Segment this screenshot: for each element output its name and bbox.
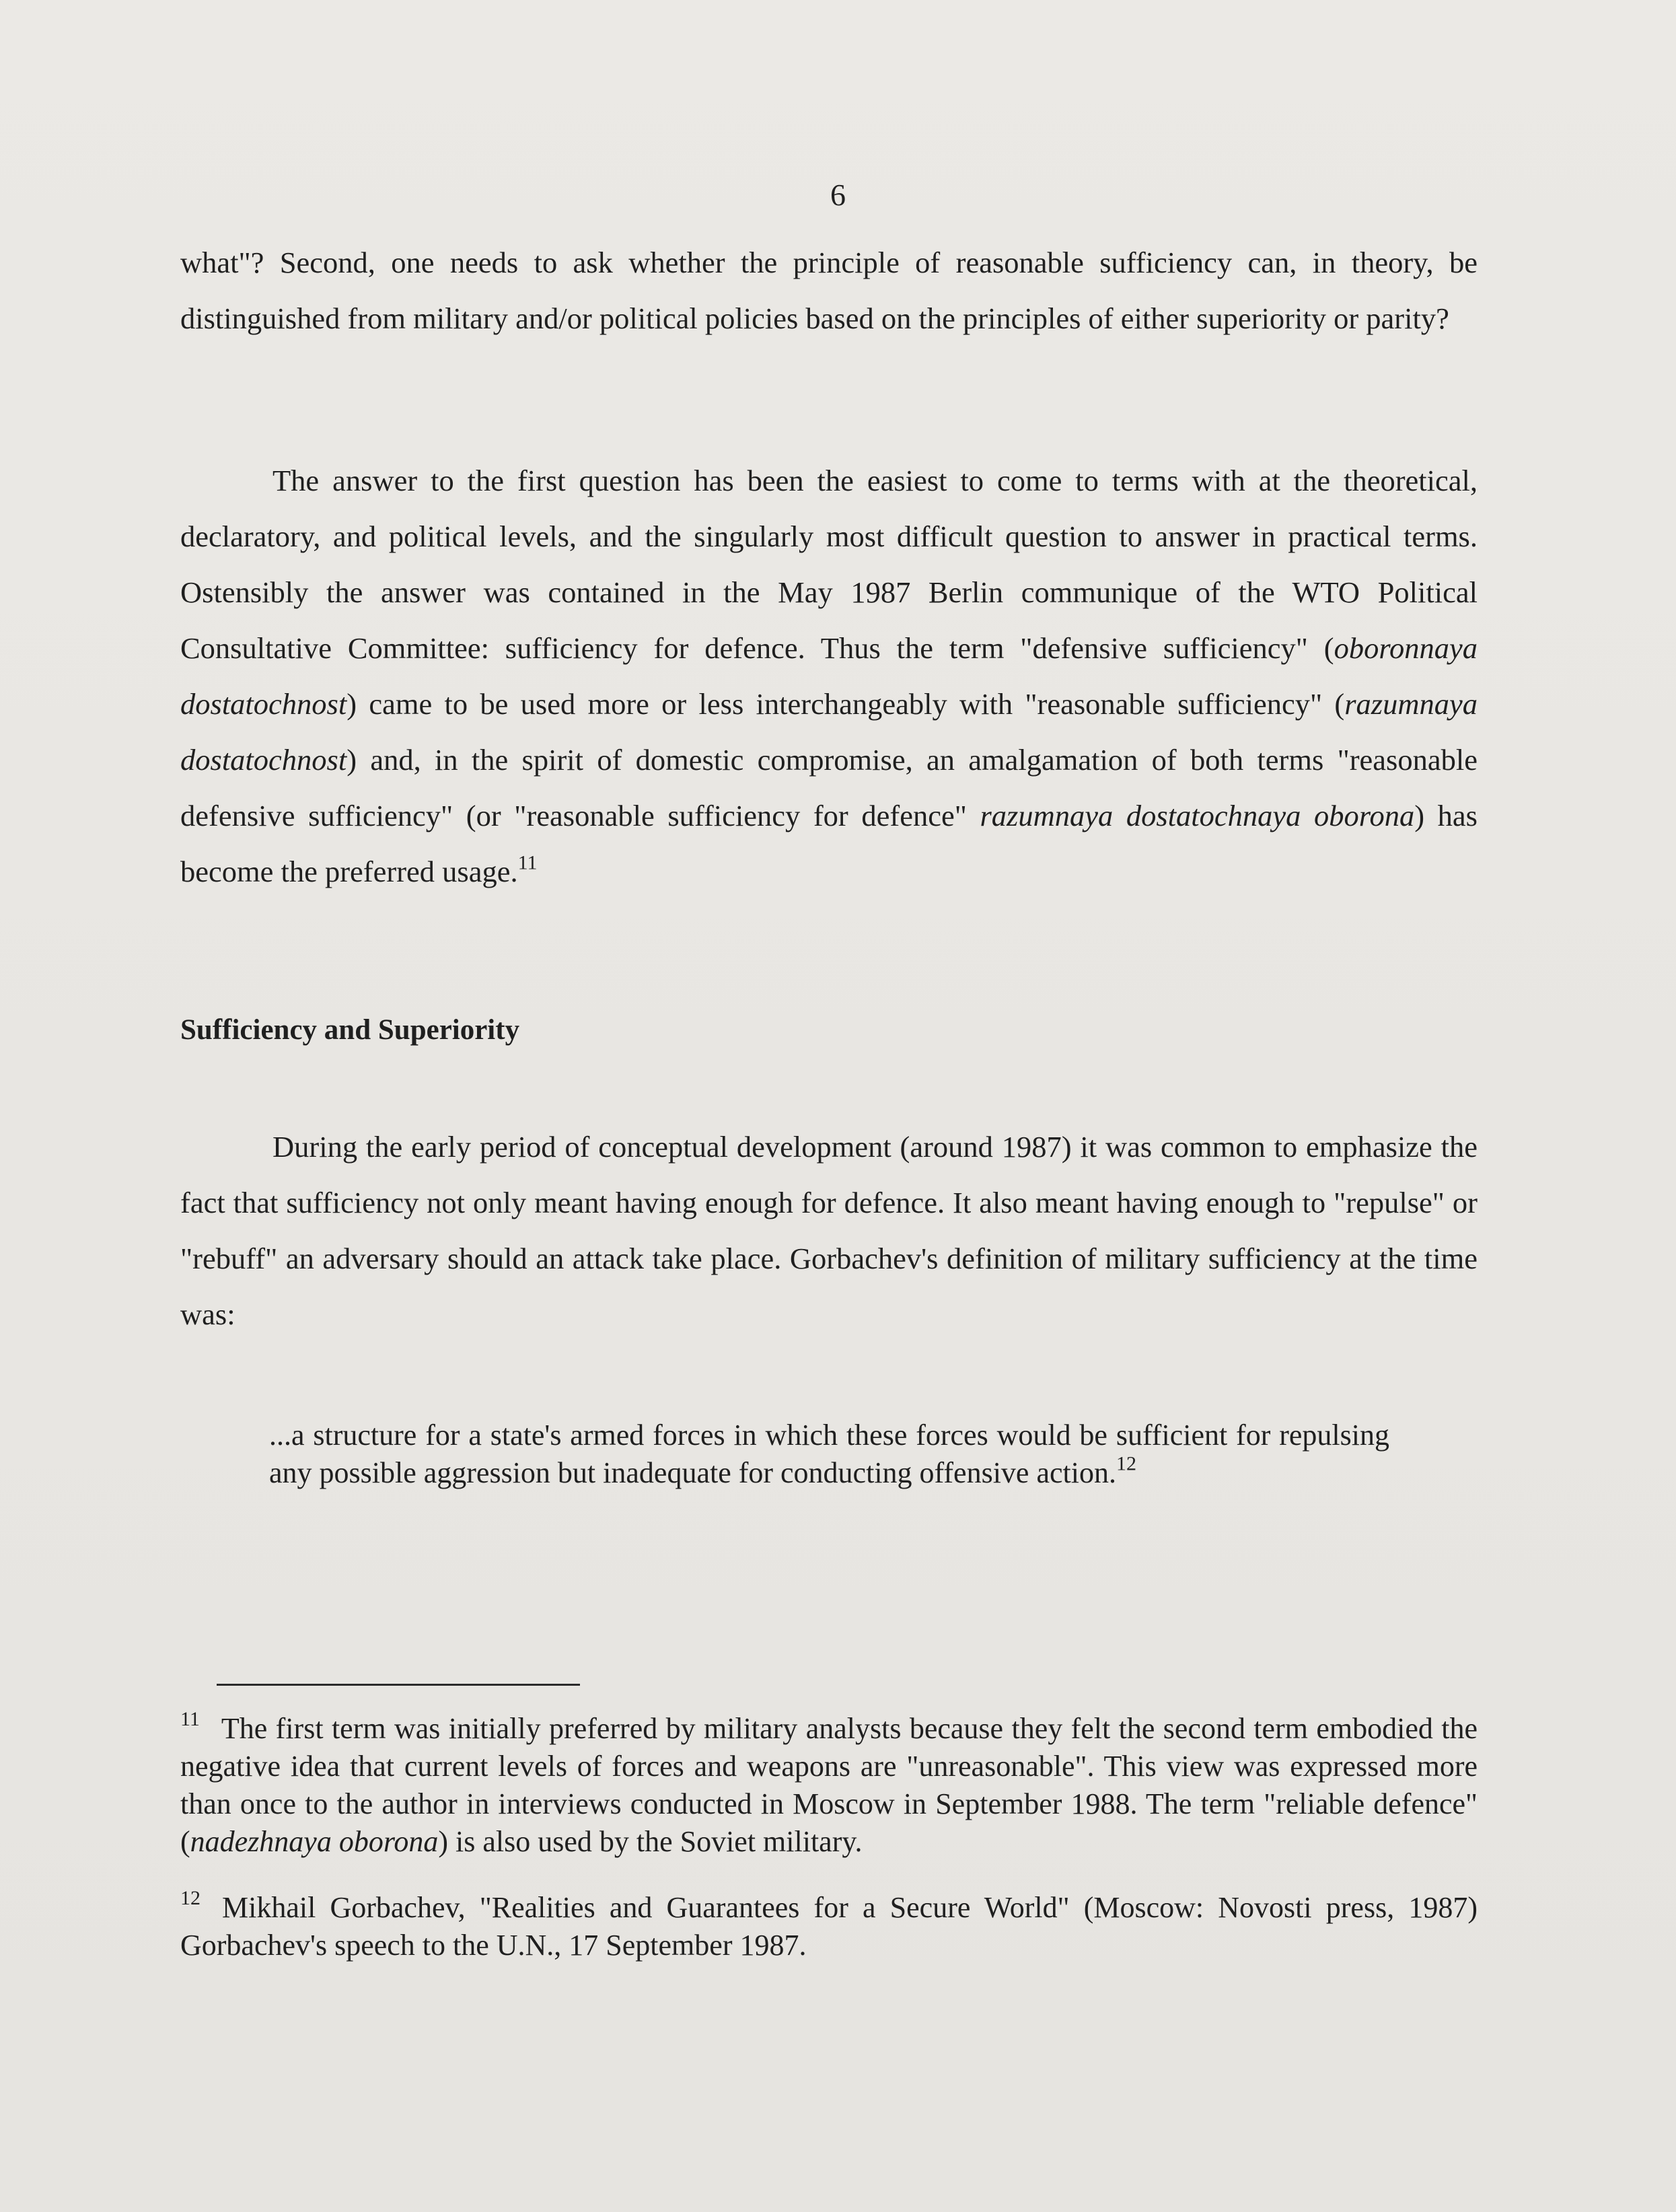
section-heading: Sufficiency and Superiority [180, 1014, 520, 1046]
paragraph-2-text-d: ) has become the preferred usage. [180, 799, 1478, 888]
paragraph-2 [180, 453, 1478, 900]
footnote-12 [180, 1889, 1478, 1964]
paragraph-2-italic-term-3: razumnaya dostatochnaya oborona [980, 799, 1415, 832]
footnote-11-italic-term: nadezhnaya oborona [190, 1825, 439, 1858]
paragraph-2-italic-term-1: oboronnaya dostatochnost [180, 631, 1478, 721]
paragraph-1-text: what"? Second, one needs to ask whether the principle of reasonable sufficiency can, in theory, be distinguished from military and/or political policies based on the principles of either superiority or parity? [180, 246, 1478, 335]
footnote-11-number: 11 [180, 1708, 200, 1731]
paragraph-2-text-c: ) and, in the spirit of domestic compromise, an amalgamation of both terms "reasonable defensive sufficiency" (or "reasonable sufficiency for defence" [180, 743, 1478, 832]
footnote-ref-11: 11 [517, 851, 538, 874]
block-quote-text: ...a structure for a state's armed forces in which these forces would be sufficient for repulsing any possible aggression but inadequate for conducting offensive action. [269, 1419, 1389, 1489]
footnote-11-text-b: ) is also used by the Soviet military. [438, 1825, 863, 1858]
paragraph-2-italic-term-2: razumnaya dostatochnost [180, 687, 1478, 777]
page-number: 6 [830, 178, 846, 212]
paragraph-3 [180, 1119, 1478, 1343]
footnote-11 [180, 1710, 1478, 1861]
block-quote [269, 1417, 1389, 1492]
paragraph-2-text-a: The answer to the first question has been the easiest to come to terms with at the theoretical, declaratory, and political levels, and the singularly most difficult question to answer in practical terms. Ostensibly the answer was contained in the May 1987 Berlin communique of the WTO Political Consultative Committee: sufficiency for defence. Thus the term "defensive sufficiency" ( [180, 464, 1478, 665]
paragraph-3-text: During the early period of conceptual development (around 1987) it was common to emphasize the fact that sufficiency not only meant having enough for defence. It also meant having enough to "repulse" or "rebuff" an adversary should an attack take place. Gorbachev's definition of military sufficiency at the time was: [180, 1130, 1478, 1331]
footnote-12-text: Mikhail Gorbachev, "Realities and Guarantees for a Secure World" (Moscow: Novosti press, 1987) Gorbachev's speech to the U.N., 17 September 1987. [180, 1891, 1478, 1962]
footnote-divider [217, 1684, 580, 1686]
paragraph-1 [180, 235, 1478, 347]
paragraph-2-text-b: ) came to be used more or less interchangeably with "reasonable sufficiency" ( [347, 687, 1345, 721]
footnote-ref-12: 12 [1116, 1452, 1136, 1475]
footnote-12-number: 12 [180, 1887, 201, 1910]
footnote-11-text-a: The first term was initially preferred by military analysts because they felt the second term embodied the negative idea that current levels of forces and weapons are "unreasonable". This view was expressed more than once to the author in interviews conducted in Moscow in September 1988. The term "reliable defence" ( [180, 1712, 1478, 1858]
